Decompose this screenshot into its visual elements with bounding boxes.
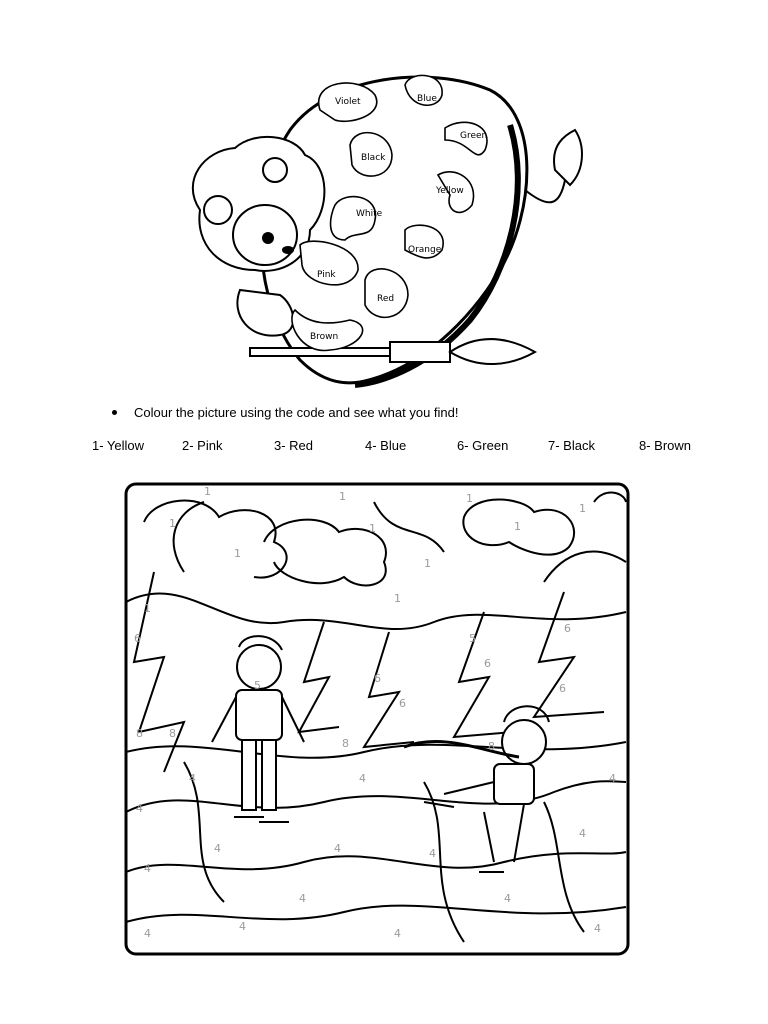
color-code-item: 2- Pink <box>182 438 223 453</box>
palette-label: White <box>356 209 383 219</box>
number-label: 6 <box>134 632 141 645</box>
color-code-item: 7- Black <box>548 438 595 453</box>
palette-label: Orange <box>408 245 442 255</box>
number-label: 4 <box>144 862 151 875</box>
number-label: 4 <box>189 772 196 785</box>
number-label: 6 <box>399 697 406 710</box>
lion-palette-illustration <box>180 70 600 390</box>
number-label: 8 <box>342 737 349 750</box>
number-label: 1 <box>234 547 241 560</box>
number-label: 6 <box>559 682 566 695</box>
palette-label: Brown <box>310 332 339 342</box>
number-label: 4 <box>239 920 246 933</box>
number-label: 8 <box>169 727 176 740</box>
bullet-icon <box>112 410 117 415</box>
number-label: 8 <box>136 727 143 740</box>
number-label: 1 <box>466 492 473 505</box>
color-by-number-picture <box>124 482 630 956</box>
number-label: 1 <box>394 592 401 605</box>
color-code-item: 6- Green <box>457 438 509 453</box>
number-label: 4 <box>429 847 436 860</box>
color-code-item: 4- Blue <box>365 438 407 453</box>
paintbrush-tip <box>450 339 535 364</box>
number-label: 4 <box>136 802 143 815</box>
number-label: 4 <box>594 922 601 935</box>
instruction-line <box>112 405 459 420</box>
number-label: 6 <box>484 657 491 670</box>
number-label: 1 <box>204 485 211 498</box>
color-code-item: 3- Red <box>274 438 314 453</box>
number-label: 5 <box>254 679 261 692</box>
palette-label: Red <box>377 294 395 304</box>
number-label: 4 <box>394 927 401 940</box>
number-label: 1 <box>514 520 521 533</box>
number-label: 4 <box>609 772 616 785</box>
number-label: 4 <box>144 927 151 940</box>
number-label: 1 <box>579 502 586 515</box>
number-label: 6 <box>374 672 381 685</box>
palette-label: Green <box>460 131 488 141</box>
number-label: 4 <box>334 842 341 855</box>
number-label: 4 <box>299 892 306 905</box>
palette-label: Pink <box>317 270 336 280</box>
color-code-item: 8- Brown <box>639 438 692 453</box>
number-label: 4 <box>359 772 366 785</box>
number-label: 5 <box>469 632 476 645</box>
palette-label: Yellow <box>436 186 464 196</box>
number-label: 8 <box>488 740 495 753</box>
palette-label: Black <box>361 153 386 163</box>
number-label: 1 <box>169 517 176 530</box>
color-code-item: 1- Yellow <box>92 438 145 453</box>
number-label: 1 <box>339 490 346 503</box>
number-label: 4 <box>214 842 221 855</box>
number-label: 6 <box>564 622 571 635</box>
number-label: 1 <box>144 602 151 615</box>
number-label: 1 <box>369 522 376 535</box>
tail-tuft <box>554 130 582 185</box>
number-label: 4 <box>504 892 511 905</box>
number-label: 4 <box>579 827 586 840</box>
number-label: 1 <box>424 557 431 570</box>
palette-label: Blue <box>417 94 437 104</box>
palette-label: Violet <box>335 97 361 107</box>
instruction-text: Colour the picture using the code and see what you find! <box>134 405 459 420</box>
